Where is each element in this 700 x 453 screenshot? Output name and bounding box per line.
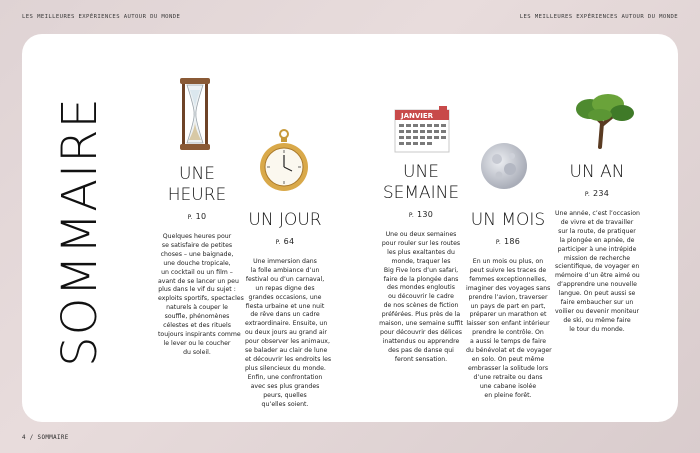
section-heading[interactable]: UNE SEMAINE — [382, 162, 460, 203]
page-number[interactable]: P. 186 — [495, 237, 521, 246]
tree-icon — [570, 93, 636, 149]
section-year — [555, 162, 639, 335]
pocket-watch-icon — [258, 127, 310, 193]
section-hour — [158, 164, 244, 358]
calendar-icon — [393, 104, 451, 154]
page-number[interactable]: P. 10 — [187, 212, 207, 221]
section-heading[interactable]: UN MOIS — [470, 210, 546, 230]
running-head-left: LES MEILLEURES EXPÉRIENCES AUTOUR DU MONDE — [22, 14, 181, 20]
section-heading[interactable]: UN JOUR — [248, 210, 322, 230]
section-week — [379, 162, 463, 365]
section-heading[interactable]: UN AN — [569, 162, 625, 182]
page-number[interactable]: P. 64 — [275, 237, 295, 246]
section-description: Une année, c’est l’occasion de vivre et de travailler sur la route, de pratiquer la plongée en apnée, de participer à une intrépide mission de recherche scientifique, de voyager en mémoire d’un être aimé ou d’apprendre une nouvelle langue. On peut aussi se faire embaucher sur un voilier ou devenir moniteur de ski, ou même faire le tour du monde. — [555, 210, 640, 333]
section-description: En un mois ou plus, on peut suivre les traces de femmes exceptionnelles, imaginer des voyages sans prendre l’avion, traverser un pays de part en part, préparer un marathon et laisser son enfant intérieur prendre le contrôle. On a aussi le temps de faire du bénévolat et de voyager en solo. On peut même embrasser la solitude lors d’une retraite ou dans une cabane isolée en pleine forêt. — [466, 258, 552, 399]
section-day — [245, 210, 332, 409]
page-title: SOMMAIRE — [52, 97, 108, 367]
section-description: Quelques heures pour se satisfaire de petites choses – une baignade, une douche tropicale, un cocktail ou un film – avant de se lancer un peu plus dans le vif du sujet : exploits sportifs, spectacles naturels à couper le souffle, phénomènes célestes et des rituels toujours inspirants comme le lever ou le coucher du soleil. — [158, 233, 244, 356]
section-description: Une immersion dans la folle ambiance d’un festival ou d’un carnaval, un repas digne des grandes occasions, une fiesta urbaine et une nuit de rêve dans un cadre extraordinaire. Ensuite, un ou deux jours au grand air pour observer les animaux, se balader au clair de lune et découvrir les endroits les plus silencieux du monde. Enfin, une confrontation avec ses plus grandes peurs, quelles qu’elles soient. — [245, 258, 332, 408]
section-description: Une ou deux semaines pour rouler sur les routes les plus exaltantes du monde, traquer les Big Five lors d’un safari, faire de la plongée dans des mondes engloutis ou découvrir le cadre de nos scènes de fiction préférées. Plus près de la maison, une semaine suffit pour découvrir des délices inattendus ou apprendre des pas de danse qui feront sensation. — [379, 231, 463, 363]
page-number[interactable]: P. 130 — [408, 210, 434, 219]
moon-icon — [479, 141, 529, 191]
section-heading[interactable]: UNE HEURE — [167, 164, 227, 205]
calendar-month: JANVIER — [401, 112, 434, 120]
section-month — [466, 210, 550, 401]
running-head-right: LES MEILLEURES EXPÉRIENCES AUTOUR DU MONDE — [519, 14, 678, 20]
hourglass-icon — [178, 76, 212, 152]
page-folio: 4 / SOMMAIRE — [22, 435, 69, 441]
page-number[interactable]: P. 234 — [584, 189, 610, 198]
